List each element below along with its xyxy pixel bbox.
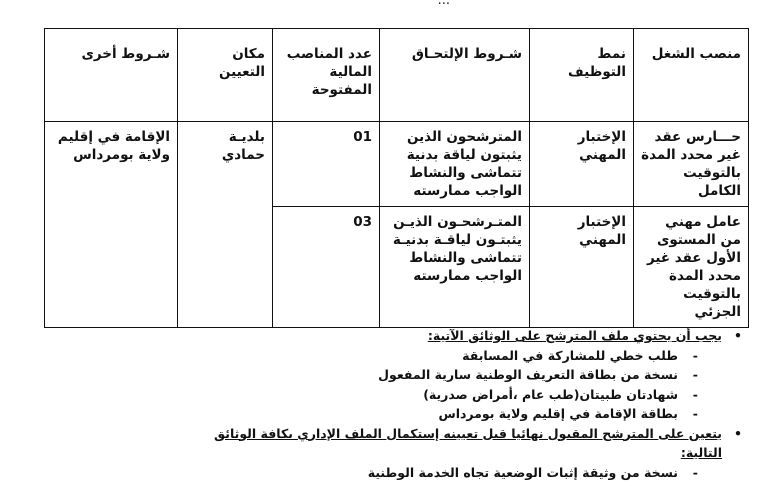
- list-item: [182, 346, 698, 366]
- list-item: [182, 385, 698, 405]
- header-post: منصب الشغل: [634, 29, 749, 122]
- list-item: [182, 404, 698, 424]
- header-conditions: شـروط الإلتحـاق: [380, 29, 530, 122]
- header-positions: عدد المناصب المالية المفتوحة: [273, 29, 380, 122]
- header-mode: نمط التوظيف: [530, 29, 634, 122]
- section-title-text: يتعين على المترشح المقبول نهائيا قبل تعيينه إستكمال الملف الإداري بكافة الوثائق التالية:: [214, 426, 722, 461]
- section-title-required-documents: [182, 326, 742, 346]
- list-item: [182, 365, 698, 385]
- job-positions-table: [44, 28, 749, 328]
- bullet-icon: •: [734, 424, 742, 444]
- list-item-text: شهادتان طبيتان(طب عام ،أمراض صدرية): [423, 387, 678, 402]
- list-item-text: نسخة من وثيقة إثبات الوضعية تجاه الخدمة الوطنية: [368, 465, 678, 480]
- requirements-notes: [182, 326, 742, 482]
- bullet-icon: •: [734, 326, 742, 346]
- cut-off-heading: ...: [310, 0, 450, 6]
- cell-place: بلديـة حمادي: [178, 122, 273, 328]
- cell-positions: 01: [273, 122, 380, 207]
- section-title-admin-file: [182, 424, 742, 463]
- cell-other: الإقامة في إقليم ولاية بومرداس: [45, 122, 178, 328]
- dash-icon: -: [693, 365, 698, 385]
- header-place: مكان التعيين: [178, 29, 273, 122]
- table-header-row: [45, 29, 749, 122]
- list-item: [182, 463, 698, 482]
- cell-post: حـــارس عقد غير محدد المدة بالتوقيت الكامل: [634, 122, 749, 207]
- dash-icon: -: [693, 404, 698, 424]
- dash-icon: -: [693, 463, 698, 482]
- cell-mode: الإختبار المهني: [530, 207, 634, 328]
- table-row: [45, 122, 749, 207]
- cell-post: عامل مهني من المستوى الأول عقد غير محدد المدة بالتوقيت الجزئي: [634, 207, 749, 328]
- dash-icon: -: [693, 346, 698, 366]
- list-item-text: نسخة من بطاقة التعريف الوطنية سارية المفعول: [378, 367, 678, 382]
- required-documents-list: [182, 346, 742, 424]
- header-other: شـروط أخرى: [45, 29, 178, 122]
- cell-conditions: المترشحون الذين يثبتون لياقة بدنية تتماشى والنشاط الواجب ممارسته: [380, 122, 530, 207]
- admin-documents-list: [182, 463, 742, 482]
- dash-icon: -: [693, 385, 698, 405]
- cell-conditions: المتـرشحـون الذيـن يثبتـون لياقـة بدنيـة تتماشى والنشاط الواجب ممارسته: [380, 207, 530, 328]
- list-item-text: بطاقة الإقامة في إقليم ولاية بومرداس: [438, 406, 678, 421]
- cell-mode: الإختبار المهني: [530, 122, 634, 207]
- list-item-text: طلب خطي للمشاركة في المسابقة: [462, 348, 678, 363]
- section-title-text: يجب أن يحتوي ملف المترشح على الوثائق الآتية:: [428, 328, 722, 343]
- cell-positions: 03: [273, 207, 380, 328]
